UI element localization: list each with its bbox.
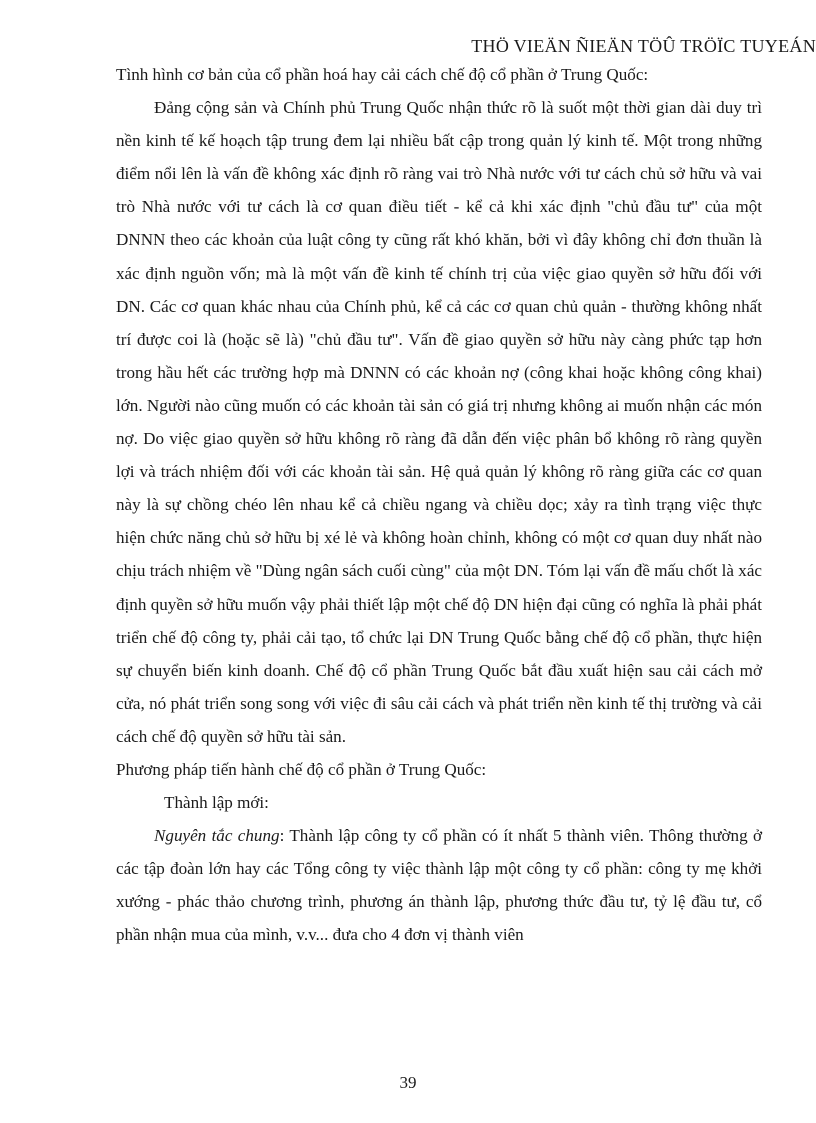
section-title: Phương pháp tiến hành chế độ cổ phần ở Trung Quốc:: [116, 759, 487, 779]
running-header: THÖ VIEÄN ÑIEÄN TÖÛ TRÖÏC TUYEÁN: [471, 36, 816, 56]
document-body: [116, 58, 762, 952]
section-title: Tình hình cơ bản của cổ phần hoá hay cải cách chế độ cổ phần ở Trung Quốc:: [116, 65, 649, 84]
subsection-title: Thành lập mới:: [164, 793, 269, 813]
page-number: 39: [399, 1073, 417, 1092]
body-paragraph: Đảng cộng sản và Chính phủ Trung Quốc nhận thức rõ là suốt một thời gian dài duy trì nền kinh tế kế hoạch tập trung đem lại nhiều bất cập trong quản lý kinh tế. Một trong những điểm nổi lên là vấn đề không xác định rõ ràng vai trò Nhà nước với tư cách chủ sở hữu và vai trò Nhà nước với tư cách là cơ quan điều tiết - kể cả khi xác định "chủ đầu tư" của một DNNN theo các khoản của luật công ty cũng rất khó khăn, bởi vì đây không chỉ đơn thuần là xác định nguồn vốn; mà là một vấn đề kinh tế chính trị của việc giao quyền sở hữu đối với DN. Các cơ quan khác nhau của Chính phủ, kể cả các cơ quan chủ quản - thường không nhất trí được coi là (hoặc sẽ là) "chủ đầu tư". Vấn đề giao quyền sở hữu này càng phức tạp hơn trong hầu hết các trường hợp mà DNNN có các khoản nợ (công khai hoặc không công khai) lớn. Người nào cũng muốn có các khoản tài sản có giá trị nhưng không ai muốn nhận các món nợ. Do việc giao quyền sở hữu không rõ ràng đã dẫn đến việc phân bổ không rõ ràng quyền lợi và trách nhiệm đối với các khoản tài sản. Hệ quả quản lý không rõ ràng giữa các cơ quan này là sự chồng chéo lên nhau kể cả chiều ngang và chiều dọc; xảy ra tình trạng việc thực hiện chức năng chủ sở hữu bị xé lẻ và không hoàn chỉnh, không có một cơ quan duy nhất nào chịu trách nhiệm về "Dùng ngân sách cuối cùng" của một DN. Tóm lại vấn đề mấu chốt là xác định quyền sở hữu muốn vậy phải thiết lập một chế độ DN hiện đại cũng có nghĩa là phải phát triển chế độ công ty, phải cải tạo, tổ chức lại DN Trung Quốc bằng chế độ cổ phần, thực hiện sự chuyển biến kinh doanh. Chế độ cổ phần Trung Quốc bắt đầu xuất hiện sau cải cách mở cửa, nó phát triển song song với việc đi sâu cải cách và phát triển nền kinh tế thị trường và cải cách chế độ quyền sở hữu tài sản.: [116, 98, 762, 746]
paragraph-text: : Thành lập công ty cổ phần có ít nhất 5 thành viên. Thông thường ở các tập đoàn lớn hay các Tổng công ty việc thành lập một công ty cổ phần: công ty mẹ khởi xướng - phác thảo chương trình, phương án thành lập, phương thức đầu tư, tỷ lệ đầu tư, cổ phần nhận mua của mình, v.v... đưa cho 4 đơn vị thành viên: [116, 826, 763, 945]
italic-term: Nguyên tắc chung: [154, 826, 280, 846]
body-paragraph: [116, 819, 762, 951]
